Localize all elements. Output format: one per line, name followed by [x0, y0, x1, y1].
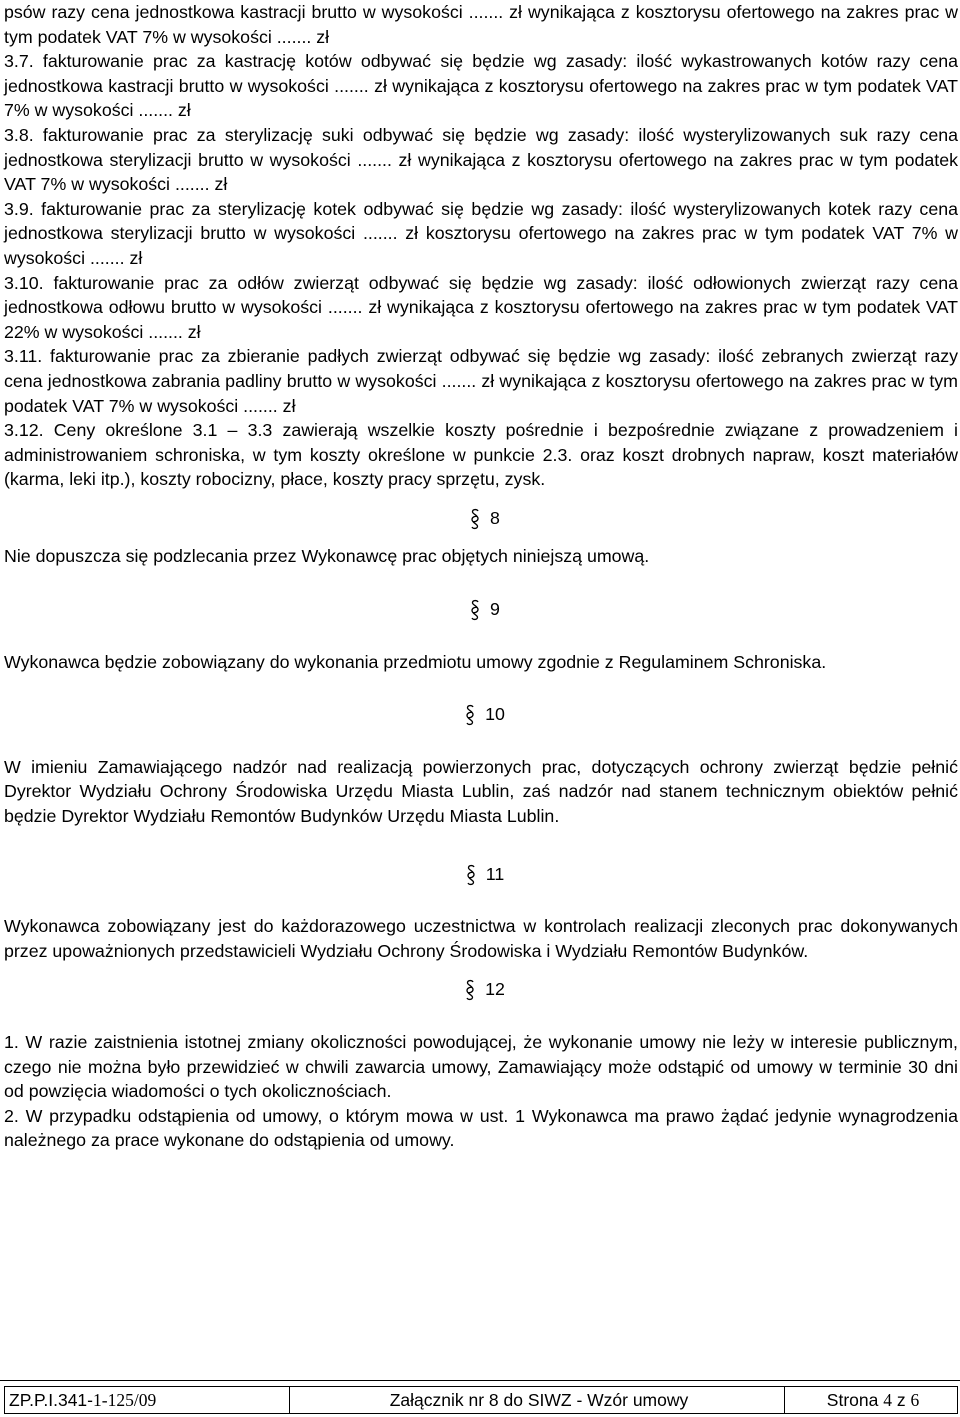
- footer-ref-prefix: ZP.P.I.341-: [9, 1390, 93, 1410]
- footer-page-total: 6: [910, 1390, 920, 1410]
- section-sign-icon: [470, 599, 480, 621]
- section-11-text: Wykonawca zobowiązany jest do każdorazowego uczestnictwa w kontrolach realizacji zleconych prac dokonywanych przez upoważnionych przedstawicieli Wydziału Ochrony Środowiska i Wydziału Remontów Budynków.: [4, 916, 958, 961]
- footer-ref-suffix: 1-125/09: [93, 1390, 157, 1410]
- paragraph-3-8: 3.8. fakturowanie prac za sterylizację suki odbywać się będzie wg zasady: ilość wysterylizowanych suk razy cena jednostkowa sterylizacji brutto w wysokości ....... zł wynikająca z kosztorysu ofertowego na zakres prac w tym podatek VAT 7% w wysokości ....... zł: [4, 124, 958, 195]
- section-sign-icon: [465, 979, 475, 1001]
- section-10-number: 10: [485, 704, 505, 725]
- section-9-heading: [4, 597, 958, 622]
- section-8-number: 8: [490, 507, 500, 528]
- paragraph-3-12: 3.12. Ceny określone 3.1 – 3.3 zawierają wszelkie koszty pośrednie i bezpośrednie związane z prowadzeniem i administrowaniem schroniska, w tym koszty określone w punkcie 2.3. oraz koszt drobnych napraw, koszt materiałów (karma, leki itp.), koszty robocizny, płace, koszty pracy sprzętu, zysk.: [4, 420, 958, 490]
- section-sign-icon: [465, 704, 475, 726]
- footer-page-sep: z: [891, 1390, 911, 1410]
- section-12-item-1: 1. W razie zaistnienia istotnej zmiany okoliczności powodującej, że wykonanie umowy nie leży w interesie publicznym, czego nie można było przewidzieć w chwili zawarcia umowy, Zamawiający może odstąpić od umowy w terminie 30 dni od powzięcia wiadomości o tych okolicznościach.: [4, 1032, 958, 1102]
- footer-page-current: 4: [883, 1390, 892, 1410]
- document-page: [4, 0, 958, 1153]
- section-11-number: 11: [485, 863, 505, 884]
- section-10-heading: [4, 702, 958, 727]
- section-10-text: W imieniu Zamawiającego nadzór nad realizacją powierzonych prac, dotyczących ochrony zwierząt będzie pełnić Dyrektor Wydziału Ochrony Środowiska Urzędu Miasta Lublin, zaś nadzór nad stanem technicznym obiektów pełnić będzie Dyrektor Wydziału Remontów Budynków Urzędu Miasta Lublin.: [4, 756, 958, 827]
- section-11-heading: [4, 862, 958, 887]
- section-9-text: Wykonawca będzie zobowiązany do wykonania przedmiotu umowy zgodnie z Regulaminem Schroniska.: [4, 651, 827, 672]
- footer-page-label: Strona: [826, 1390, 884, 1410]
- footer-page-number: [785, 1387, 957, 1413]
- paragraph-3-6-tail: psów razy cena jednostkowa kastracji brutto w wysokości ....... zł wynikająca z kosztorysu ofertowego na zakres prac w tym podatek VAT 7% w wysokości ....... zł: [4, 2, 958, 47]
- section-9-number: 9: [490, 599, 500, 620]
- footer-reference: [5, 1387, 290, 1413]
- paragraph-3-9: 3.9. fakturowanie prac za sterylizację kotek odbywać się będzie wg zasady: ilość wysterylizowanych kotek razy cena jednostkowa sterylizacji brutto w wysokości ....... zł kosztorysu ofertowego na zakres prac w tym podatek VAT 7% w wysokości ....... zł: [4, 198, 958, 268]
- section-8-text: Nie dopuszcza się podzlecania przez Wykonawcę prac objętych niniejszą umową.: [4, 546, 650, 567]
- footer-divider: [0, 1380, 960, 1381]
- section-12-heading: [4, 977, 958, 1002]
- section-sign-icon: [466, 864, 476, 886]
- paragraph-3-10: 3.10. fakturowanie prac za odłów zwierząt odbywać się będzie wg zasady: ilość odłowionych zwierząt razy cena jednostkowa odłowu brutto w wysokości ....... zł wynikająca z kosztorysu ofertowego na zakres prac w tym podatek VAT 22% w wysokości ....... zł: [4, 272, 958, 342]
- section-12-item-2: 2. W przypadku odstąpienia od umowy, o którym mowa w ust. 1 Wykonawca ma prawo żądać jedynie wynagrodzenia należnego za prace wykonane do odstąpienia od umowy.: [4, 1105, 958, 1151]
- page-footer: [4, 1386, 958, 1414]
- section-12-number: 12: [485, 979, 505, 1000]
- paragraph-3-11: 3.11. fakturowanie prac za zbieranie padłych zwierząt odbywać się będzie wg zasady: ilość zebranych zwierząt razy cena jednostkowa zabrania padliny brutto w wysokości ....... zł wynikająca z kosztorysu ofertowego na zakres prac w tym podatek VAT 7% w wysokości ....... zł: [4, 346, 958, 416]
- section-8-heading: [4, 506, 958, 531]
- section-sign-icon: [470, 508, 480, 530]
- paragraph-3-7: 3.7. fakturowanie prac za kastrację kotów odbywać się będzie wg zasady: ilość wykastrowanych kotów razy cena jednostkowa kastracji brutto w wysokości ....... zł wynikająca z kosztorysu ofertowego na zakres prac w tym podatek VAT 7% w wysokości ....... zł: [4, 51, 958, 121]
- footer-title: Załącznik nr 8 do SIWZ - Wzór umowy: [290, 1387, 785, 1413]
